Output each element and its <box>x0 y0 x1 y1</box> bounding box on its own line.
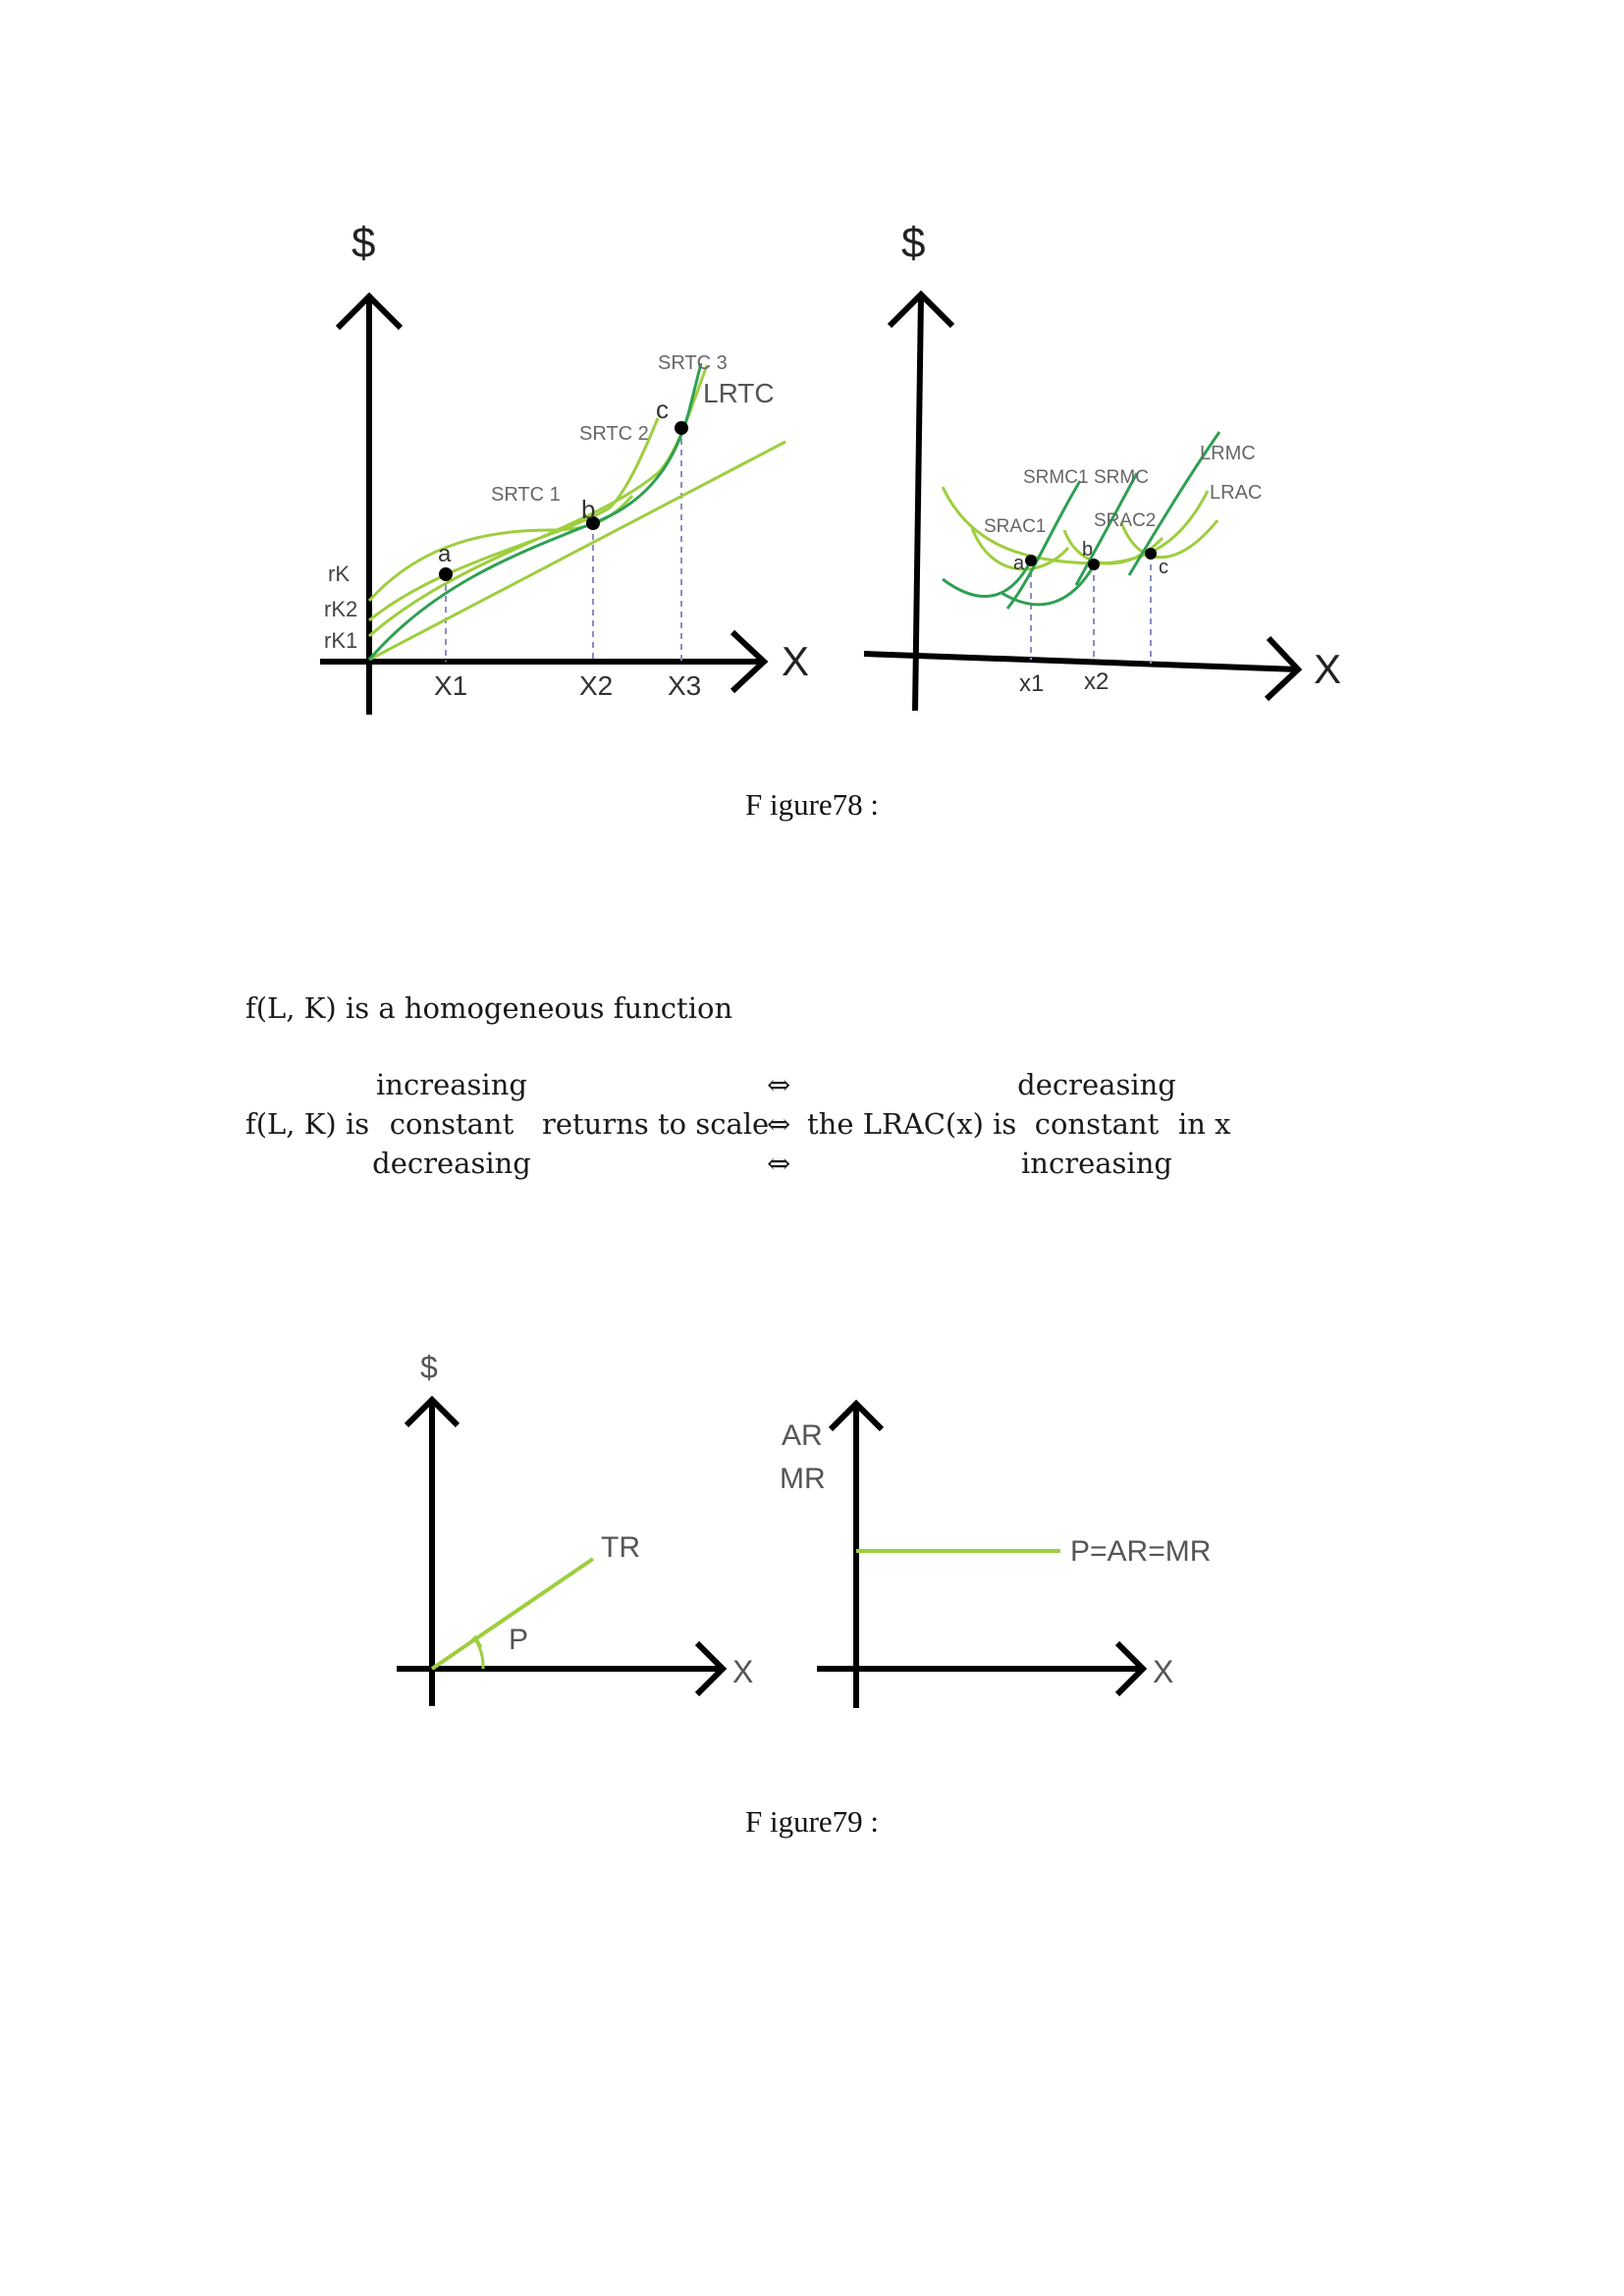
ray-line <box>369 442 785 660</box>
fig78-right-x-label: X <box>1314 646 1342 692</box>
tr-label: TR <box>601 1531 640 1564</box>
srac1-label: SRAC1 <box>984 516 1047 537</box>
x3-tick-label: X3 <box>668 670 702 701</box>
r-point-c-label: c <box>1159 557 1168 578</box>
fig78-right-x-axis <box>864 654 1298 669</box>
fig78-right-chart <box>844 196 1355 726</box>
r-point-c <box>1145 548 1157 560</box>
point-c <box>675 421 688 435</box>
homogeneous-statement: f(L, K) is a homogeneous function <box>245 991 733 1025</box>
srtc1-label: SRTC 1 <box>491 484 561 506</box>
lrac-curve <box>943 487 1208 563</box>
r-x1-tick-label: x1 <box>1019 670 1045 697</box>
angle-p-label: P <box>509 1624 529 1656</box>
lrac-option-decreasing: decreasing <box>1017 1068 1176 1101</box>
returns-option-increasing: increasing <box>376 1068 527 1101</box>
point-a <box>439 567 453 581</box>
x1-tick-label: X1 <box>434 670 468 701</box>
iff-symbol-bottom: ⇔ <box>767 1147 791 1180</box>
srmc1-curve <box>1007 481 1080 609</box>
fig79-right-y-label-ar: AR <box>782 1419 823 1452</box>
lrac-option-increasing: increasing <box>1021 1147 1172 1180</box>
srtc3-label: SRTC 3 <box>658 352 728 374</box>
srtc2-label: SRTC 2 <box>579 423 649 445</box>
x2-tick-label: X2 <box>579 670 614 701</box>
intercept-rk-label: rK <box>328 561 350 586</box>
returns-option-constant: constant <box>389 1107 514 1141</box>
srac2-label: SRAC2 <box>1094 510 1157 531</box>
fig79-left-y-label: $ <box>420 1350 438 1385</box>
lrac-option-constant: constant <box>1034 1107 1160 1141</box>
r-point-a-label: a <box>1013 553 1025 574</box>
point-a-label: a <box>438 541 452 567</box>
fig78-left-y-label: $ <box>352 219 376 267</box>
fig78-left-x-label: X <box>782 638 810 684</box>
lrac-suffix: in x <box>1178 1107 1231 1141</box>
fig79-right-chart <box>766 1374 1237 1728</box>
iff-symbol-middle: ⇔ <box>767 1107 791 1141</box>
lhs-prefix: f(L, K) is <box>245 1107 370 1141</box>
iff-symbol-top: ⇔ <box>767 1068 791 1101</box>
lrac-label: LRAC <box>1210 482 1263 504</box>
price-line-label: P=AR=MR <box>1070 1535 1212 1568</box>
r-x2-tick-label: x2 <box>1084 668 1110 695</box>
fig78-left-chart <box>295 196 810 726</box>
srtc2-curve <box>369 418 658 620</box>
fig79-left-x-label: X <box>732 1654 754 1689</box>
figure79-caption: F igure79 : <box>744 1804 880 1839</box>
fig78-right-y-axis <box>915 294 921 711</box>
lrtc-label: LRTC <box>703 378 775 408</box>
intercept-rk1-label: rK1 <box>324 628 358 653</box>
point-b-label: b <box>581 495 596 524</box>
point-c-label: c <box>656 395 669 424</box>
srmc1-label: SRMC1 <box>1023 467 1089 488</box>
returns-suffix: returns to scale <box>542 1107 770 1141</box>
lrac-prefix: the LRAC(x) is <box>807 1107 1017 1141</box>
returns-option-decreasing: decreasing <box>372 1147 531 1180</box>
r-point-b-label: b <box>1082 539 1094 561</box>
fig79-right-y-label-mr: MR <box>780 1463 826 1495</box>
fig79-right-x-label: X <box>1153 1654 1174 1689</box>
figure78-caption: F igure78 : <box>744 787 880 822</box>
srmc-label: SRMC <box>1094 467 1149 488</box>
fig78-right-y-label: $ <box>901 219 926 267</box>
intercept-rk2-label: rK2 <box>324 597 358 621</box>
r-point-a <box>1025 555 1037 566</box>
lrmc-label: LRMC <box>1200 443 1256 464</box>
fig79-left-chart <box>383 1335 776 1728</box>
